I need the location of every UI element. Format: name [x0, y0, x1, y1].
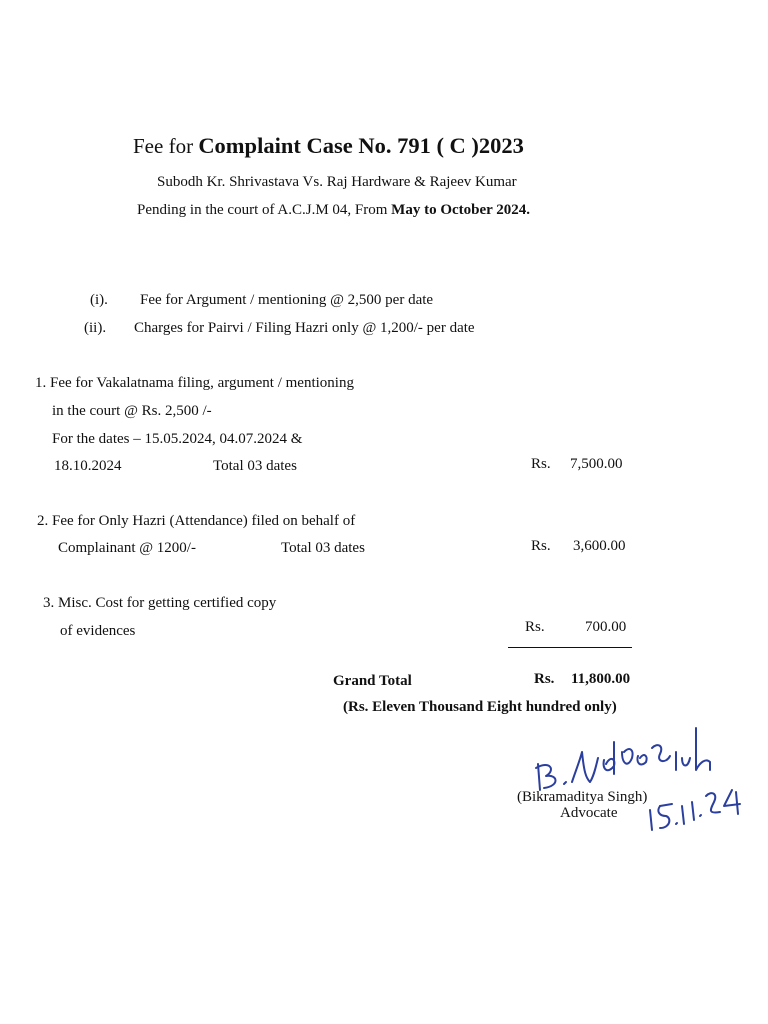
item-2-amount: 3,600.00	[573, 538, 626, 554]
item-3-amount: 700.00	[585, 619, 627, 635]
item-1-total-dates: Total 03 dates	[213, 458, 297, 474]
pending-prefix: Pending in the court of A.C.J.M 04, From	[137, 202, 392, 218]
rate-number: (i).	[90, 292, 108, 308]
item-2-total-dates: Total 03 dates	[281, 540, 365, 556]
rate-text: Fee for Argument / mentioning @ 2,500 per date	[140, 292, 434, 308]
rate-item-1	[90, 292, 433, 309]
item-2-line-1: 2. Fee for Only Hazri (Attendance) filed on behalf of	[37, 513, 356, 529]
pending-court-line	[137, 202, 530, 219]
item-3-line-1: 3. Misc. Cost for getting certified copy	[43, 595, 277, 611]
handwritten-signature	[510, 712, 760, 842]
signatory-name: (Bikramaditya Singh)	[517, 789, 648, 805]
item-3-line-2: of evidences	[60, 623, 136, 639]
case-parties: Subodh Kr. Shrivastava Vs. Raj Hardware & Rajeev Kumar	[157, 174, 517, 190]
item-3-currency: Rs.	[525, 619, 545, 635]
rate-number: (ii).	[84, 320, 107, 336]
item-1-currency: Rs.	[531, 456, 551, 472]
pending-period: May to October 2024.	[391, 202, 531, 218]
item-1-amount: 7,500.00	[570, 456, 623, 472]
item-1-line-4: 18.10.2024	[54, 458, 122, 474]
item-1-line-2: in the court @ Rs. 2,500 /-	[52, 403, 212, 419]
rate-text: Charges for Pairvi / Filing Hazri only @ 1,200/- per date	[134, 320, 475, 336]
case-number: Complaint Case No. 791 ( C )2023	[198, 133, 524, 158]
item-1-line-3: For the dates – 15.05.2024, 04.07.2024 &	[52, 431, 303, 447]
grand-total-in-words: (Rs. Eleven Thousand Eight hundred only)	[343, 699, 617, 715]
grand-total-label: Grand Total	[333, 673, 412, 689]
item-2-line-2: Complainant @ 1200/-	[58, 540, 196, 556]
grand-total-amount: 11,800.00	[571, 671, 631, 687]
signatory-title: Advocate	[560, 805, 618, 821]
grand-total-currency: Rs.	[534, 671, 555, 687]
rate-item-2	[84, 320, 475, 337]
title-prefix: Fee for	[133, 134, 194, 158]
item-1-line-1: 1. Fee for Vakalatnama filing, argument / mentioning	[35, 375, 354, 391]
item-2-currency: Rs.	[531, 538, 551, 554]
document-title	[133, 133, 524, 159]
total-divider-line	[508, 647, 632, 648]
